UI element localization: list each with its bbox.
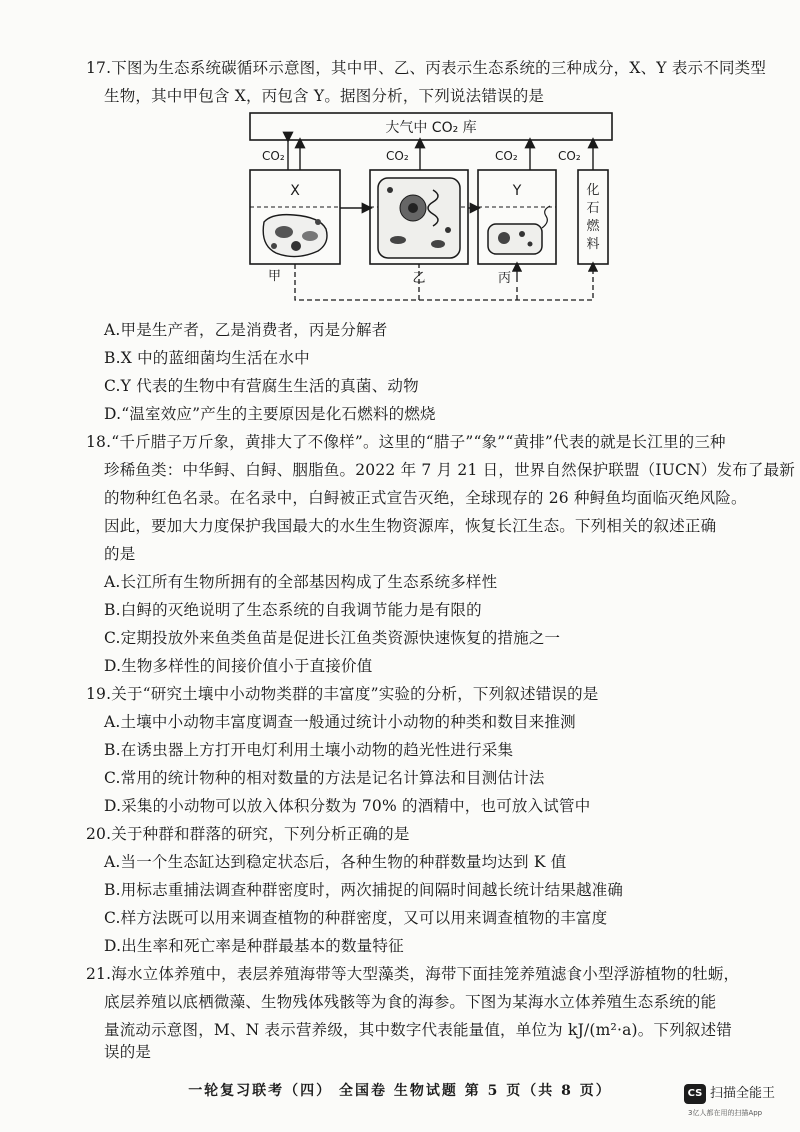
- q18-option-d: D.生物多样性的间接价值小于直接价值: [104, 657, 373, 675]
- q19-option-c: C.常用的统计物种的相对数量的方法是记名计算法和目测估计法: [104, 769, 545, 787]
- q18-option-c: C.定期投放外来鱼类鱼苗是促进长江鱼类资源快速恢复的措施之一: [104, 629, 561, 647]
- q19-stem: 19.关于“研究土壤中小动物类群的丰富度”实验的分析，下列叙述错误的是: [86, 685, 599, 703]
- q19-option-d: D.采集的小动物可以放入体积分数为 70% 的酒精中，也可放入试管中: [104, 797, 591, 815]
- fossil-char-2: 石: [586, 201, 600, 216]
- q18-stem-line-5: 的是: [104, 545, 136, 563]
- q21-stem-line-2: 底层养殖以底栖微藻、生物残体残骸等为食的海参。下图为某海水立体养殖生态系统的能: [104, 993, 717, 1011]
- label-yi: 乙: [412, 271, 426, 286]
- q17-stem-line-1: 17.下图为生态系统碳循环示意图，其中甲、乙、丙表示生态系统的三种成分，X、Y 表示不同类型: [86, 59, 767, 77]
- q21-stem-line-3: 量流动示意图，M、N 表示营养级，其中数字代表能量值，单位为 kJ/(m²·a)。下列叙述错: [104, 1021, 732, 1039]
- q19-option-a: A.土壤中小动物丰富度调查一般通过统计小动物的种类和数目来推测: [104, 713, 576, 731]
- q20-option-c: C.样方法既可以用来调查植物的种群密度，又可以用来调查植物的丰富度: [104, 909, 608, 927]
- scanner-watermark: [684, 1082, 796, 1122]
- watermark-subtitle: 3亿人都在用的扫描App: [688, 1109, 763, 1117]
- co2-label-4: CO₂: [558, 149, 581, 163]
- co2-label-1: CO₂: [262, 149, 285, 163]
- q20-option-d: D.出生率和死亡率是种群最基本的数量特征: [104, 937, 404, 955]
- q21-stem-line-4: 误的是: [104, 1043, 152, 1061]
- x-label: X: [290, 183, 300, 199]
- page-footer: 一轮复习联考（四） 全国卷 生物试题 第 5 页（共 8 页）: [188, 1083, 612, 1099]
- q18-stem-line-2: 珍稀鱼类：中华鲟、白鲟、胭脂鱼。2022 年 7 月 21 日，世界自然保护联盟（IUCN）发布了最新: [104, 461, 795, 479]
- q17-option-c: C.Y 代表的生物中有营腐生生活的真菌、动物: [104, 377, 419, 395]
- dashed-loop-to-fossil: [295, 264, 593, 300]
- q19-option-b: B.在诱虫器上方打开电灯利用土壤小动物的趋光性进行采集: [104, 741, 514, 759]
- q18-option-a: A.长江所有生物所拥有的全部基因构成了生态系统多样性: [104, 573, 498, 591]
- q20-option-a: A.当一个生态缸达到稳定状态后，各种生物的种群数量均达到 K 值: [104, 853, 567, 871]
- q18-stem-line-3: 的物种红色名录。在名录中，白鲟被正式宣告灭绝，全球现存的 26 种鲟鱼均面临灭绝风险。: [104, 489, 747, 507]
- q17-option-b: B.X 中的蓝细菌均生活在水中: [104, 349, 310, 367]
- q17-option-d: D.“温室效应”产生的主要原因是化石燃料的燃烧: [104, 405, 436, 423]
- plant-cell-icon: [263, 215, 327, 257]
- fossil-char-1: 化: [586, 183, 600, 198]
- label-jia: 甲: [268, 269, 282, 284]
- animal-cell-icon: [378, 178, 460, 258]
- q18-option-b: B.白鲟的灭绝说明了生态系统的自我调节能力是有限的: [104, 601, 482, 619]
- fossil-char-4: 料: [586, 237, 600, 252]
- q17-option-a: A.甲是生产者，乙是消费者，丙是分解者: [104, 321, 388, 339]
- camscanner-logo-icon: CS: [684, 1084, 706, 1104]
- q18-stem-line-1: 18.“千斤腊子万斤象，黄排大了不像样”。这里的“腊子”“象”“黄排”代表的就是长江里的三种: [86, 433, 726, 451]
- atmosphere-label: 大气中 CO₂ 库: [385, 120, 477, 136]
- co2-label-2: CO₂: [386, 149, 409, 163]
- q21-stem-line-1: 21.海水立体养殖中，表层养殖海带等大型藻类，海带下面挂笼养殖滤食小型浮游植物的牡蛎，: [86, 965, 740, 983]
- q20-stem: 20.关于种群和群落的研究，下列分析正确的是: [86, 825, 410, 843]
- y-label: Y: [512, 183, 522, 199]
- q18-stem-line-4: 因此，要加大力度保护我国最大的水生生物资源库，恢复长江生态。下列相关的叙述正确: [104, 517, 717, 535]
- fossil-char-3: 燃: [586, 219, 600, 234]
- co2-label-3: CO₂: [495, 149, 518, 163]
- carbon-cycle-diagram: [248, 110, 618, 310]
- q20-option-b: B.用标志重捕法调查种群密度时，两次捕捉的间隔时间越长统计结果越准确: [104, 881, 624, 899]
- bacterium-icon: [488, 206, 550, 254]
- q17-stem-line-2: 生物，其中甲包含 X，丙包含 Y。据图分析，下列说法错误的是: [104, 87, 545, 105]
- watermark-name: 扫描全能王: [710, 1086, 776, 1101]
- label-bing: 丙: [498, 271, 512, 286]
